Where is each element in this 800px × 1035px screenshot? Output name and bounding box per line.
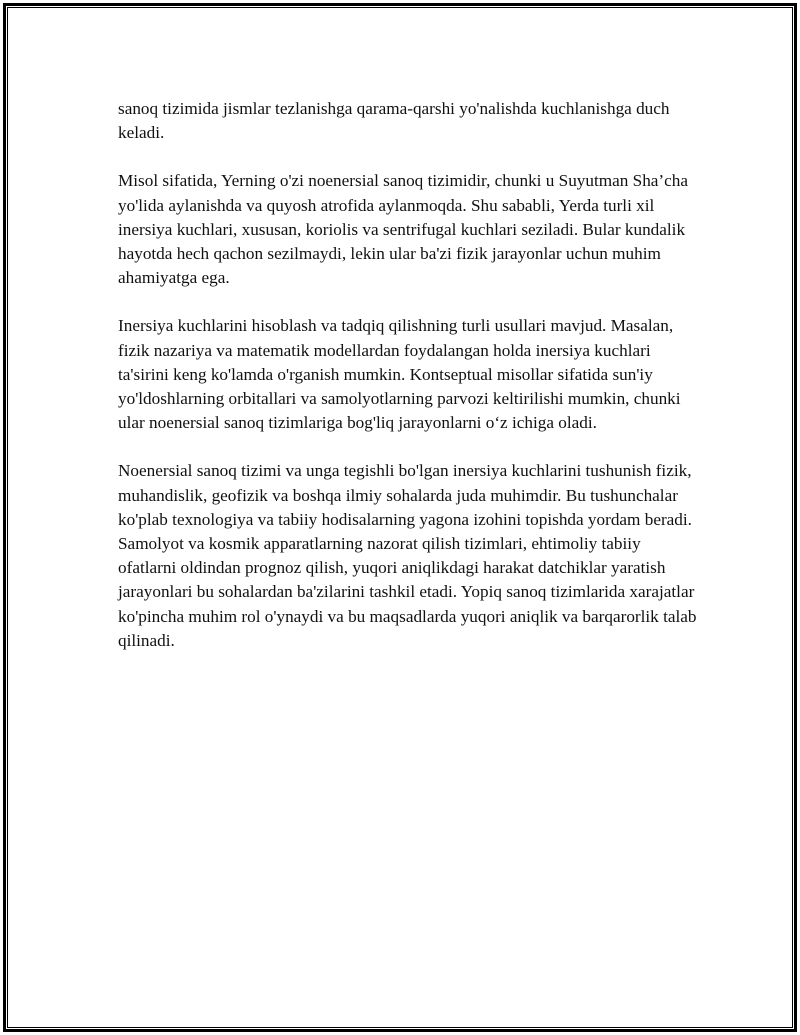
paragraph-1: sanoq tizimida jismlar tezlanishga qarama-qarshi yo'nalishda kuchlanishga duch keladi. <box>118 99 670 143</box>
document-body <box>118 97 698 677</box>
page-border <box>3 3 797 1032</box>
paragraph-3: Inersiya kuchlarini hisoblash va tadqiq qilishning turli usullari mavjud. Masalan, fizik nazariya va matematik modellardan foydalangan holda inersiya kuchlari ta'sirini keng ko'lamda o'rganish mumkin. Kontseptual misollar sifatida sun'iy yo'ldoshlarning orbitallari va samolyotlarning parvozi keltirilishi mumkin, chunki ular noenersial sanoq tizimlariga bog'liq jarayonlarni o‘z ichiga oladi. <box>118 316 681 433</box>
paragraph-2: Misol sifatida, Yerning o'zi noenersial sanoq tizimidir, chunki u Suyutman Sha’cha yo'lida aylanishda va quyosh atrofida aylanmoqda. Shu sababli, Yerda turli xil inersiya kuchlari, xususan, koriolis va sentrifugal kuchlari seziladi. Bular kundalik hayotda hech qachon sezilmaydi, lekin ular ba'zi fizik jarayonlar uchun muhim ahamiyatga ega. <box>118 171 688 288</box>
paragraph-4: Noenersial sanoq tizimi va unga tegishli bo'lgan inersiya kuchlarini tushunish fizik, muhandislik, geofizik va boshqa ilmiy sohalarda juda muhimdir. Bu tushunchalar ko'plab texnologiya va tabiiy hodisalarning yagona izohini topishda yordam beradi. Samolyot va kosmik apparatlarning nazorat qilish tizimlari, ehtimoliy tabiiy ofatlarni oldindan prognoz qilish, yuqori aniqlikdagi harakat datchiklar yaratish jarayonlari bu sohalardan ba'zilarini tashkil etadi. Yopiq sanoq tizimlarida xarajatlar ko'pincha muhim rol o'ynaydi va bu maqsadlarda yuqori aniqlik va barqarorlik talab qilinadi. <box>118 461 697 650</box>
